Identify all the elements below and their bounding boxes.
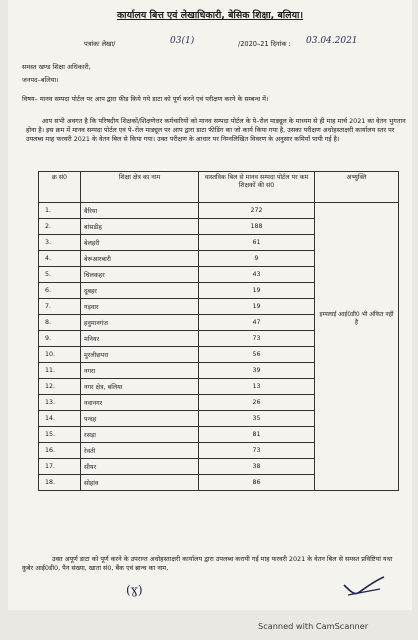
row-count: 272: [199, 203, 315, 219]
row-count: 26: [199, 395, 315, 411]
row-sn: 7.: [39, 299, 81, 315]
row-block: मनियर: [81, 331, 199, 347]
row-block: बेलहरी: [81, 235, 199, 251]
address-line-2: जनपद–बलिया।: [22, 76, 59, 84]
row-count: 38: [199, 459, 315, 475]
subject-line: विषय– मानव सम्पदा पोर्टल पर आप द्वारा फीड किये गये डाटा को पूर्ण करने एवं परीक्षण करने के सम्बन्ध में।: [22, 95, 269, 103]
row-block: सीयर: [81, 459, 199, 475]
row-count: 47: [199, 315, 315, 331]
row-sn: 17.: [39, 459, 81, 475]
remark-cell: [315, 203, 399, 491]
row-count: 43: [199, 267, 315, 283]
row-count: 19: [199, 283, 315, 299]
row-block: चिलकहर: [81, 267, 199, 283]
row-block: दूबहर: [81, 283, 199, 299]
header-block: शिक्षा क्षेत्र का नाम: [81, 172, 199, 203]
row-sn: 10.: [39, 347, 81, 363]
row-count: 39: [199, 363, 315, 379]
table-row: [39, 203, 399, 219]
row-block: नवानगर: [81, 395, 199, 411]
reference-label: पत्रांकः लेखा/: [84, 40, 116, 48]
row-block: बैरिया: [81, 203, 199, 219]
row-sn: 9.: [39, 331, 81, 347]
header-sn: क्र सं0: [39, 172, 81, 203]
signature-tick-icon: [340, 575, 386, 597]
row-sn: 6.: [39, 283, 81, 299]
office-title: कार्यालय बित्त एवं लेखाधिकारी, बेसिक शिक्षा, बलिया।: [116, 10, 304, 21]
row-count: 188: [199, 219, 315, 235]
row-sn: 2.: [39, 219, 81, 235]
row-block: सोहांव: [81, 475, 199, 491]
office-heading: [8, 8, 412, 21]
row-block: नगर क्षेत्र, बलिया: [81, 379, 199, 395]
address-line-1: समस्त खण्ड शिक्षा अधिकारी,: [22, 63, 91, 71]
row-count: 19: [199, 299, 315, 315]
row-count: 13: [199, 379, 315, 395]
row-count: 9: [199, 251, 315, 267]
reference-year-label: /2020–21 दिनांक :: [238, 40, 291, 48]
row-count: 86: [199, 475, 315, 491]
row-sn: 1.: [39, 203, 81, 219]
header-remark: अभ्युक्ति: [315, 172, 399, 203]
row-sn: 15.: [39, 427, 81, 443]
scanner-watermark: Scanned with CamScanner: [258, 621, 369, 631]
row-block: गड़वार: [81, 299, 199, 315]
reference-line: [84, 37, 404, 51]
reference-number: 03(1): [170, 36, 195, 46]
row-sn: 11.: [39, 363, 81, 379]
row-block: नगरा: [81, 363, 199, 379]
remark-text: इम्पलाई आई0डी0 भी अंकित नहीं है: [319, 311, 394, 326]
row-sn: 5.: [39, 267, 81, 283]
row-sn: 18.: [39, 475, 81, 491]
handwritten-mark-icon: (ɣ): [126, 583, 143, 597]
closing-paragraph: उक्त अपूर्ण डाटा को पूर्ण करने के उपरान्त अधोहस्ताक्षरी कार्यालय द्वारा उपलब्ध करायी गई माह फरवरी 2021 के वेतन बिल से समस्त प्रविष्टियां यथा कुबेर आई0डी0, पैन संख्या, खाता सं0, बैंक एवं ब्रान्च का नाम,: [22, 555, 393, 572]
row-sn: 13.: [39, 395, 81, 411]
table-header-row: [39, 172, 399, 203]
row-count: 73: [199, 331, 315, 347]
row-sn: 14.: [39, 411, 81, 427]
row-sn: 12.: [39, 379, 81, 395]
row-block: हनुमानगंज: [81, 315, 199, 331]
reference-date: 03.04.2021: [306, 36, 358, 46]
row-count: 81: [199, 427, 315, 443]
row-sn: 16.: [39, 443, 81, 459]
row-sn: 3.: [39, 235, 81, 251]
row-count: 35: [199, 411, 315, 427]
row-block: बांसडीह: [81, 219, 199, 235]
row-count: 61: [199, 235, 315, 251]
row-sn: 4.: [39, 251, 81, 267]
shortfall-table: [38, 171, 399, 491]
row-block: रसड़ा: [81, 427, 199, 443]
row-block: बेरूआरबारी: [81, 251, 199, 267]
row-count: 56: [199, 347, 315, 363]
header-count: वास्तविक बिल से मानव सम्पदा पोर्टल पर कम शिक्षकों की सं0: [199, 172, 315, 203]
document-page: [8, 0, 412, 610]
row-block: रेवती: [81, 443, 199, 459]
row-block: पन्दह: [81, 411, 199, 427]
row-sn: 8.: [39, 315, 81, 331]
body-paragraph: आप सभी अवगत है कि परिषदीय शिक्षकों/शिक्षणेत्तर कर्मचारियों को मानव सम्पदा पोर्टल के पे–रोल माड्यूल के माध्यम से ही माह मार्च 2021 का वेतन भुगतान होना है। इस क्रम में मानव सम्पदा पोर्टल एवं पे–रोल माड्यूल पर आप द्वारा डाटा फीडिंग का जो कार्य किया गया है, उसका परीक्षण अधोहस्ताक्षरी कार्यालय स्तर पर उपलब्ध माह फरवरी 2021 के वेतन बिल से किया गया। उक्त परीक्षण के आधार पर निम्नलिखित विवरण के अनुसार कमियाँ पायी गई है।: [26, 117, 406, 143]
row-count: 73: [199, 443, 315, 459]
row-block: मुरलीछपरा: [81, 347, 199, 363]
